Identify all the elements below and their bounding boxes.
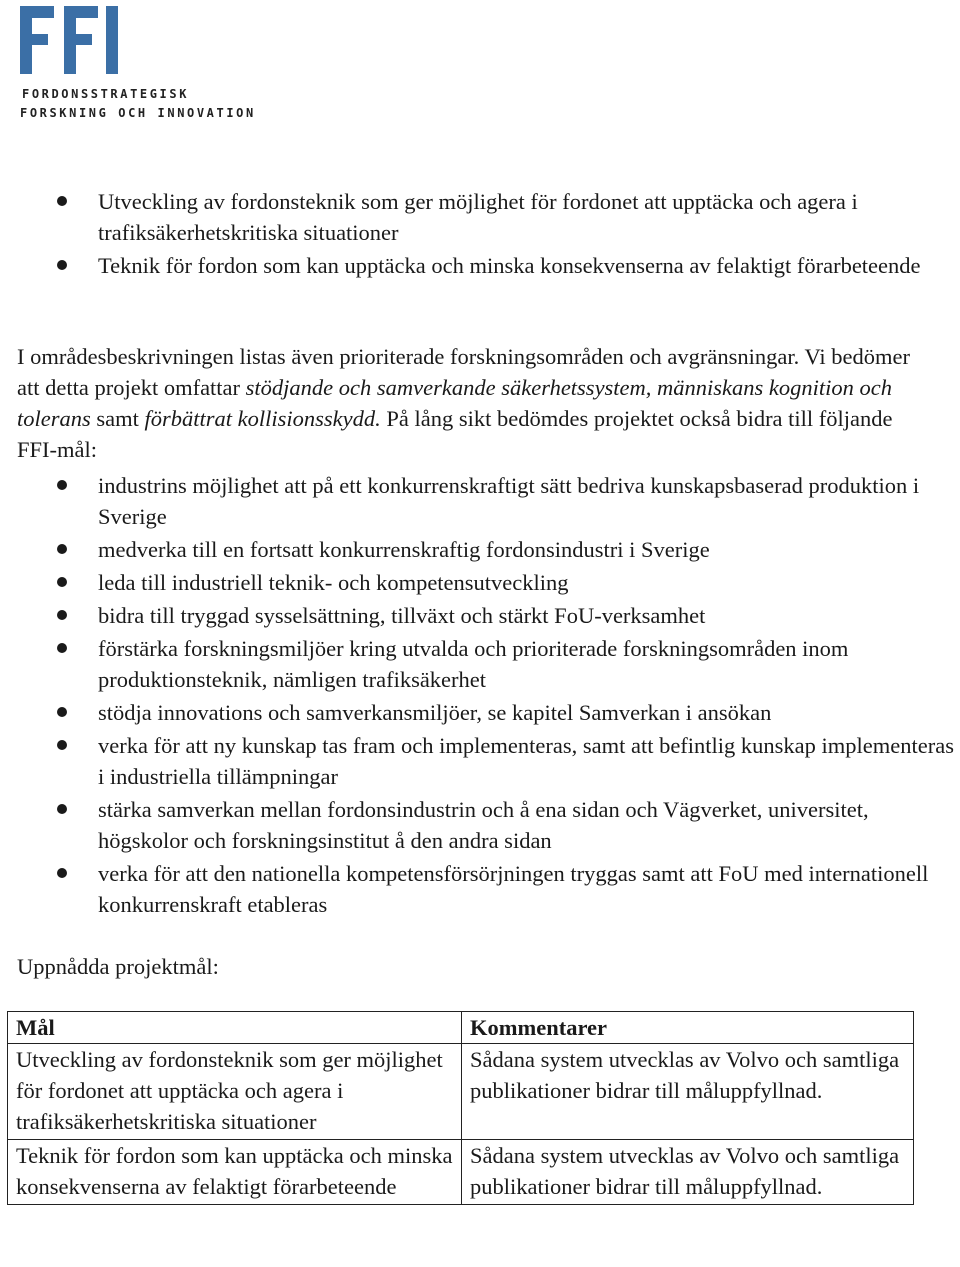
logo-subtitle-line1: FORDONSSTRATEGISK	[22, 87, 190, 101]
list-item	[0, 633, 960, 695]
list-item	[0, 794, 960, 856]
table-row	[8, 1044, 914, 1140]
bullet-icon	[57, 643, 67, 653]
column-header-goal: Mål	[8, 1012, 462, 1044]
ffi-logo	[18, 4, 256, 120]
list-item	[0, 730, 960, 792]
list-item	[0, 186, 960, 248]
list-item	[0, 858, 960, 920]
bullet-icon	[57, 577, 67, 587]
paragraph-sentence1: I områdesbeskrivningen listas även prioriterade forskningsområden och avgränsningar. Vi bedömer att detta projekt omfattar	[17, 344, 910, 400]
logo-letters-text: FFI	[18, 4, 20, 5]
list-item-text: stödja innovations och samverkansmiljöer, se kapitel Samverkan i ansökan	[98, 700, 772, 725]
list-item-text: bidra till tryggad sysselsättning, tillväxt och stärkt FoU-verksamhet	[98, 603, 706, 628]
table-cell-goal: Utveckling av fordonsteknik som ger möjlighet för fordonet att upptäcka och agera i trafiksäkerhetskritiska situationer	[8, 1044, 462, 1140]
bullet-icon	[57, 544, 67, 554]
table-cell-goal: Teknik för fordon som kan upptäcka och minska konsekvenserna av felaktigt förarbeteende	[8, 1140, 462, 1205]
goals-heading: Uppnådda projektmål:	[17, 954, 219, 979]
list-item-text: verka för att ny kunskap tas fram och implementeras, samt att befintlig kunskap implementeras i industriella tillämpningar	[98, 733, 954, 789]
table-header-row	[8, 1012, 914, 1044]
paragraph-mid: samt	[90, 406, 145, 431]
list-item-text: industrins möjlighet att på ett konkurrenskraftigt sätt bedriva kunskapsbaserad produktion i Sverige	[98, 473, 920, 529]
list-item-text: Teknik för fordon som kan upptäcka och minska konsekvenserna av felaktigt förarbeteende	[98, 253, 921, 278]
ffi-letters	[18, 4, 128, 76]
paragraph-sentence2: På lång sikt bedömdes projektet också bidra till följande FFI-mål:	[17, 406, 893, 462]
list-item-text: medverka till en fortsatt konkurrenskraftig fordonsindustri i Sverige	[98, 537, 710, 562]
bullet-icon	[57, 707, 67, 717]
ffi-goals-list	[0, 470, 960, 920]
bullet-icon	[57, 610, 67, 620]
goals-table	[7, 1011, 914, 1205]
column-header-comments: Kommentarer	[462, 1012, 914, 1044]
intro-bullet-list	[0, 186, 960, 281]
list-item-text: förstärka forskningsmiljöer kring utvalda och prioriterade forskningsområden inom produktionsteknik, nämligen trafiksäkerhet	[98, 636, 849, 692]
list-item	[0, 470, 960, 532]
logo-subtitle-line2: FORSKNING OCH INNOVATION	[20, 106, 256, 120]
list-item-text: stärka samverkan mellan fordonsindustrin och å ena sidan och Vägverket, universitet, högskolor och forskningsinstitut å den andra sidan	[98, 797, 869, 853]
table-row	[8, 1140, 914, 1205]
list-item	[0, 567, 960, 598]
list-item-text: Utveckling av fordonsteknik som ger möjlighet för fordonet att upptäcka och agera i trafiksäkerhetskritiska situationer	[98, 189, 858, 245]
table-cell-comment: Sådana system utvecklas av Volvo och samtliga publikationer bidrar till måluppfyllnad.	[462, 1140, 914, 1205]
bullet-icon	[57, 804, 67, 814]
list-item	[0, 250, 960, 281]
bullet-icon	[57, 868, 67, 878]
list-item-text: verka för att den nationella kompetensförsörjningen tryggas samt att FoU med internationell konkurrenskraft etableras	[98, 861, 929, 917]
bullet-icon	[57, 480, 67, 490]
bullet-icon	[57, 260, 67, 270]
paragraph-italic2: förbättrat kollisionsskydd.	[144, 406, 381, 431]
table-cell-comment: Sådana system utvecklas av Volvo och samtliga publikationer bidrar till måluppfyllnad.	[462, 1044, 914, 1140]
list-item	[0, 600, 960, 631]
description-paragraph	[17, 341, 937, 465]
bullet-icon	[57, 740, 67, 750]
paragraph-italic1: stödjande och samverkande säkerhetssystem, människans kognition och tolerans	[17, 375, 893, 431]
list-item	[0, 697, 960, 728]
list-item	[0, 534, 960, 565]
list-item-text: leda till industriell teknik- och kompetensutveckling	[98, 570, 569, 595]
bullet-icon	[57, 196, 67, 206]
